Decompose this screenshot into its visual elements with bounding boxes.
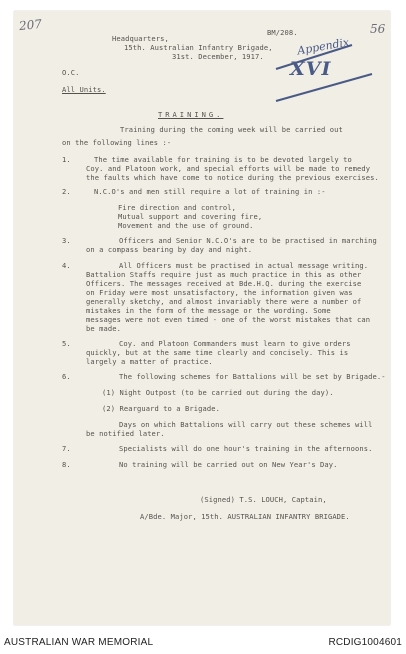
document-title: TRAINING.	[158, 110, 224, 119]
intro-line-1: Training during the coming week will be carried out	[120, 125, 343, 134]
para-4-number: 4.	[62, 261, 71, 270]
para-4-line-3: Officers. The messages received at Bde.H.Q. during the exercise	[86, 279, 362, 288]
para-7-line-1: Specialists will do one hour's training in the afternoons.	[119, 444, 373, 453]
para-1-line-3: the faults which have come to notice during the previous exercises.	[86, 173, 379, 182]
signature-title: A/Bde. Major, 15th. AUSTRALIAN INFANTRY BRIGADE.	[140, 512, 350, 521]
signature-line: (Signed) T.S. LOUCH, Captain,	[200, 495, 327, 504]
para-4-line-1: All Officers must be practised in actual message writing.	[119, 261, 369, 270]
para-8-line-1: No training will be carried out on New Year's Day.	[119, 460, 338, 469]
para-6-after-line-1: Days on which Battalions will carry out these schemes will	[119, 420, 373, 429]
para-3-line-2: on a compass bearing by day and night.	[86, 245, 253, 254]
addressee-oc: O.C.	[62, 68, 80, 77]
para-6-number: 6.	[62, 372, 71, 381]
para-1-number: 1.	[62, 155, 71, 164]
folio-number-left: 207	[18, 16, 43, 34]
para-1-line-1: The time available for training is to be devoted largely to	[94, 155, 352, 164]
para-3-line-1: Officers and Senior N.C.O's are to be practised in marching	[119, 236, 377, 245]
para-4-line-5: generally sketchy, and almost invariably there were a number of	[86, 297, 362, 306]
brigade-name: 15th. Australian Infantry Brigade,	[124, 43, 273, 52]
para-4-line-7: messages were not even timed - one of the worst mistakes that can	[86, 315, 371, 324]
para-1-line-2: Coy. and Platoon work, and special efforts will be made to remedy	[86, 164, 371, 173]
para-4-line-2: Battalion Staffs require just as much practice in this as other	[86, 270, 362, 279]
para-6-after-line-2: be notified later.	[86, 429, 165, 438]
para-2-line-1: N.C.O's and men still require a lot of training in :-	[94, 187, 326, 196]
para-2-number: 2.	[62, 187, 71, 196]
para-6-scheme-1: (1) Night Outpost (to be carried out during the day).	[102, 388, 334, 397]
para-3-number: 3.	[62, 236, 71, 245]
para-5-line-2: quickly, but at the same time clearly and concisely. This is	[86, 348, 349, 357]
para-4-line-4: on Friday were most unsatisfactory, the information given was	[86, 288, 353, 297]
para-8-number: 8.	[62, 460, 71, 469]
addressee-all-units: All Units.	[62, 85, 106, 94]
para-5-line-1: Coy. and Platoon Commanders must learn to give orders	[119, 339, 351, 348]
para-4-line-6: mistakes in the form of the message or the wording. Some	[86, 306, 331, 315]
para-5-line-3: largely a matter of practice.	[86, 357, 213, 366]
para-7-number: 7.	[62, 444, 71, 453]
reference-number: BM/208.	[267, 28, 298, 37]
pencil-note-appendix: Appendix	[296, 35, 351, 58]
para-2-sub-item-3: Movement and the use of ground.	[118, 221, 254, 230]
para-2-sub-item-1: Fire direction and control,	[118, 203, 237, 212]
para-6-line-1: The following schemes for Battalions will be set by Brigade.-	[119, 372, 386, 381]
intro-line-2: on the following lines :-	[62, 138, 172, 147]
archive-record-id: RCDIG1004601	[328, 637, 402, 648]
document-date: 31st. December, 1917.	[172, 52, 264, 61]
para-4-line-8: be made.	[86, 324, 121, 333]
roman-numeral-annotation: XVI	[290, 58, 332, 80]
para-6-scheme-2: (2) Rearguard to a Brigade.	[102, 404, 221, 413]
para-5-number: 5.	[62, 339, 71, 348]
para-2-sub-item-2: Mutual support and covering fire,	[118, 212, 263, 221]
headquarters-label: Headquarters,	[112, 34, 169, 43]
archive-label: AUSTRALIAN WAR MEMORIAL	[4, 637, 154, 648]
folio-number-right: 56	[370, 22, 386, 36]
